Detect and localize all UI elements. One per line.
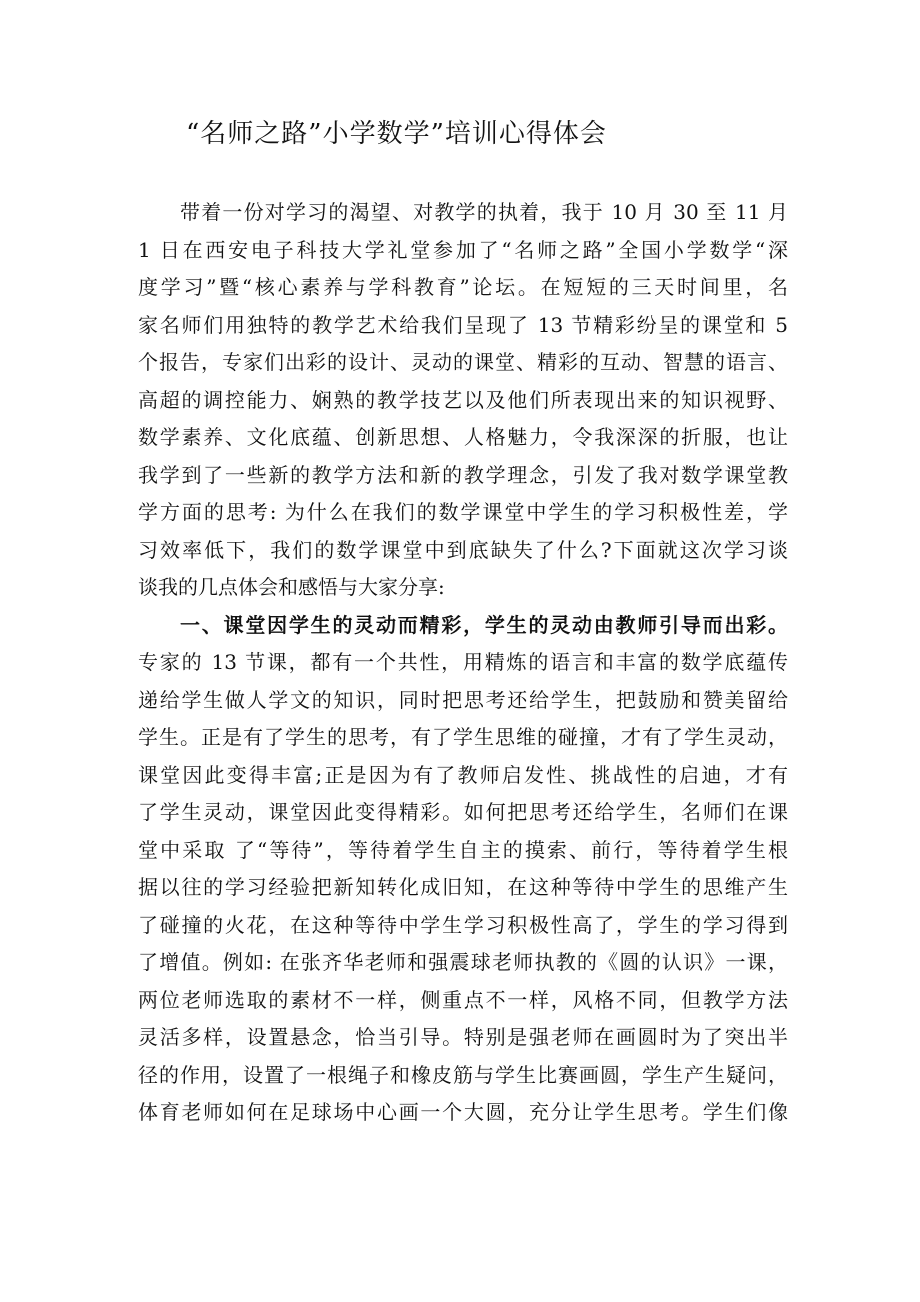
paragraph-line: 体育老师如何在足球场中心画一个大圆，充分让学生思考。学生们像 [138, 1100, 788, 1124]
document-title: “名师之路”小学数学”培训心得体会 [186, 119, 607, 149]
paragraph-line: 递给学生做人学文的知识，同时把思考还给学生，把鼓励和赞美留给 [138, 687, 788, 712]
paragraph-line: 我学到了一些新的教学方法和新的教学理念，引发了我对数学课堂教 [138, 462, 788, 487]
paragraph-line: 专家的 13 节课，都有一个共性，用精炼的语言和丰富的数学底蕴传 [138, 650, 788, 674]
paragraph-line: 了学生灵动，课堂因此变得精彩。如何把思考还给学生，名师们在课 [138, 800, 788, 824]
paragraph-line: 带着一份对学习的渴望、对教学的执着，我于 10 月 30 至 11 月 [180, 200, 788, 224]
paragraph-line: 个报告，专家们出彩的设计、灵动的课堂、精彩的互动、智慧的语言、 [138, 350, 788, 374]
section-heading: 一、课堂因学生的灵动而精彩，学生的灵动由教师引导而出彩。 [180, 612, 788, 637]
paragraph-line: 高超的调控能力、娴熟的教学技艺以及他们所表现出来的知识视野、 [138, 387, 788, 412]
document-body [138, 194, 788, 1132]
paragraph-line: 据以往的学习经验把新知转化成旧知，在这种等待中学生的思维产生 [138, 875, 788, 899]
paragraph-line: 课堂因此变得丰富;正是因为有了教师启发性、挑战性的启迪，才有 [138, 762, 788, 787]
paragraph-line: 两位老师选取的素材不一样，侧重点不一样，风格不同，但教学方法 [138, 987, 788, 1012]
paragraph-line: 家名师们用独特的教学艺术给我们呈现了 13 节精彩纷呈的课堂和 5 [138, 312, 788, 337]
paragraph-line: 学方面的思考: 为什么在我们的数学课堂中学生的学习积极性差，学 [138, 500, 788, 524]
paragraph-line: 了碰撞的火花，在这种等待中学生学习积极性高了，学生的学习得到 [138, 912, 788, 937]
paragraph-line: 1 日在西安电子科技大学礼堂参加了“名师之路”全国小学数学“深 [138, 237, 788, 262]
paragraph-line: 了增值。例如: 在张齐华老师和强震球老师执教的《圆的认识》一课， [138, 950, 788, 974]
paragraph-line: 学生。正是有了学生的思考，有了学生思维的碰撞，才有了学生灵动， [138, 725, 788, 749]
paragraph-line: 度学习”暨“核心素养与学科教育”论坛。在短短的三天时间里，名 [138, 275, 788, 299]
paragraph-line: 径的作用，设置了一根绳子和橡皮筋与学生比赛画圆，学生产生疑问， [138, 1062, 788, 1087]
paragraph-line: 堂中采取 了“等待”，等待着学生自主的摸索、前行，等待着学生根 [138, 837, 788, 862]
paragraph-line: 数学素养、文化底蕴、创新思想、人格魅力，令我深深的折服，也让 [138, 425, 788, 449]
paragraph-line: 谈我的几点体会和感悟与大家分享: [138, 575, 445, 599]
paragraph-line: 习效率低下，我们的数学课堂中到底缺失了什么?下面就这次学习谈 [138, 537, 788, 562]
paragraph-line: 灵活多样，设置悬念，恰当引导。特别是强老师在画圆时为了突出半 [138, 1025, 788, 1049]
